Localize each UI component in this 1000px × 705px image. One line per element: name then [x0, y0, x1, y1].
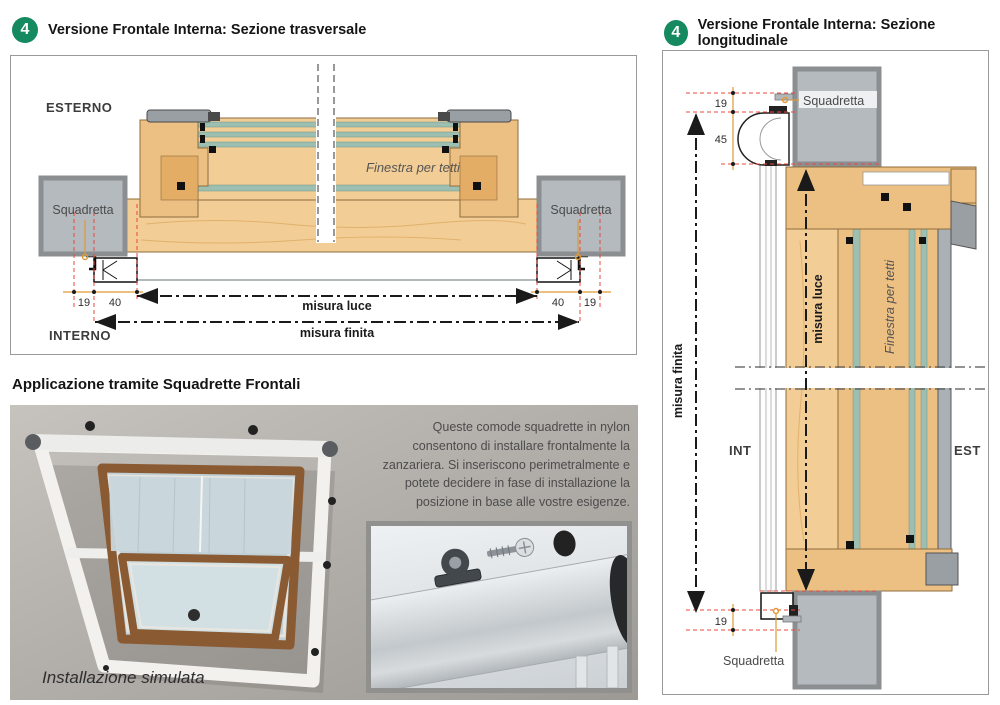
bracket-detail-image	[366, 521, 632, 693]
est-label: EST	[954, 443, 981, 458]
dim-19-bottom: 19	[714, 616, 727, 628]
installation-photo	[10, 405, 638, 700]
application-description: Queste comode squadrette in nylon consentono di installare frontalmente la zanzariera. Si inseriscono perimetralmente e potete decidere in fase di installazione la posizione in base alle vostre esigenze.	[382, 420, 630, 509]
wall-block-bottom	[795, 593, 879, 687]
dimension-ticks	[731, 87, 735, 636]
left-section-header	[12, 17, 366, 43]
finestra-label: Finestra per tetti	[366, 160, 460, 175]
application-title: Applicazione tramite Squadrette Frontali	[12, 376, 301, 393]
dim-45: 45	[714, 134, 727, 146]
trasversale-diagram-box	[10, 55, 637, 355]
misura-luce-label: misura luce	[302, 299, 372, 313]
left-panel-title: Versione Frontale Interna: Sezione trasversale	[48, 22, 367, 38]
dim-40-right: 40	[551, 297, 565, 309]
photo-caption: Installazione simulata	[42, 668, 205, 687]
roller-cassette	[738, 106, 789, 166]
misura-luce-label: misura luce	[811, 274, 825, 344]
finestra-label: Finestra per tetti	[882, 260, 897, 354]
squadretta-top-label: Squadretta	[803, 94, 865, 108]
squadretta-bottom-label: Squadretta	[723, 654, 785, 668]
screen-tube	[371, 526, 627, 688]
wall-block-top	[795, 69, 879, 164]
section-break	[735, 367, 988, 389]
frame-leg	[607, 646, 618, 688]
interno-label: INTERNO	[49, 328, 111, 343]
screw	[486, 537, 535, 563]
end-cap	[551, 529, 577, 558]
dim-19-left: 19	[77, 297, 91, 309]
squadretta-right-label: Squadretta	[550, 203, 612, 217]
bracket-detail-drawing	[371, 526, 627, 688]
step-badge: 4	[664, 20, 688, 46]
frame-leg	[576, 656, 587, 688]
longitudinale-drawing	[663, 51, 988, 694]
window-handle	[188, 609, 200, 621]
esterno-label: ESTERNO	[46, 100, 113, 115]
misura-finita-label: misura finita	[671, 343, 685, 419]
roof-window	[102, 468, 300, 645]
screw-bottom	[783, 616, 801, 622]
misura-finita-label: misura finita	[299, 326, 375, 340]
dim-19-right: 19	[583, 297, 597, 309]
right-panel-title: Versione Frontale Interna: Sezione longitudinale	[697, 17, 936, 49]
squadretta-left-label: Squadretta	[52, 203, 114, 217]
section-break	[316, 62, 336, 243]
dim-19-top: 19	[714, 98, 727, 110]
right-section-header	[664, 17, 1000, 49]
step-badge: 4	[12, 17, 38, 43]
trasversale-drawing	[11, 56, 636, 354]
longitudinale-diagram-box	[662, 50, 989, 695]
misura-finita-dimension	[687, 113, 705, 613]
dim-40-left: 40	[108, 297, 122, 309]
int-label: INT	[729, 443, 752, 458]
